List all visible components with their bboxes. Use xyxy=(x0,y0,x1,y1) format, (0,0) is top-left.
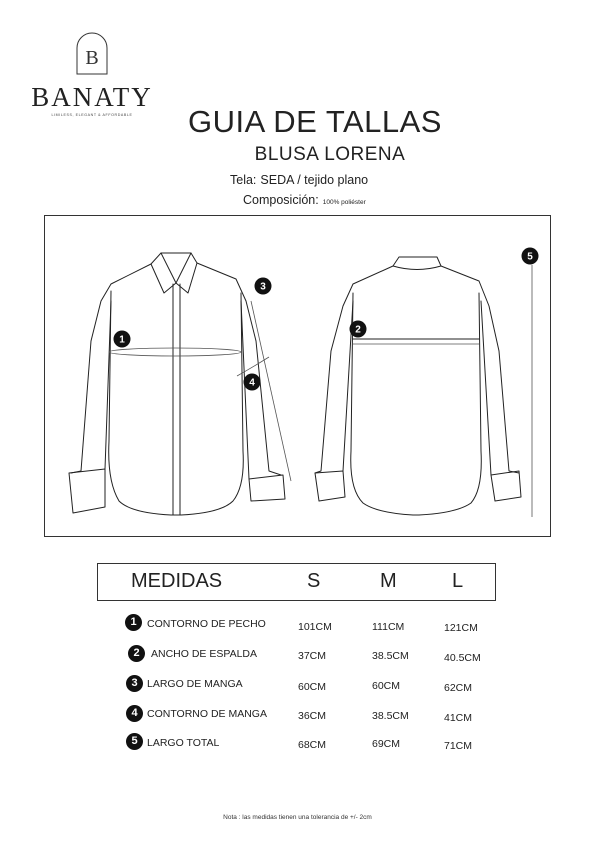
row-label: LARGO TOTAL xyxy=(147,737,220,749)
logo-monogram xyxy=(74,30,110,76)
logo-monogram-letter: B xyxy=(85,47,99,69)
size-l-heading: L xyxy=(452,570,464,592)
page-title: GUIA DE TALLAS xyxy=(188,104,442,139)
composition-label: Composición: xyxy=(243,193,319,207)
diagram-marker-2: 2 xyxy=(355,324,361,336)
row-number-badge: 5 xyxy=(126,733,143,750)
row-number-badge: 2 xyxy=(128,645,145,662)
table-row xyxy=(0,705,595,729)
table-row xyxy=(0,614,595,638)
sleeve-length-measure-line xyxy=(251,301,291,481)
row-value-m: 38.5CM xyxy=(372,710,409,722)
fabric-value: SEDA / tejido plano xyxy=(260,173,369,187)
row-number-badge: 1 xyxy=(125,614,142,631)
table-row xyxy=(0,733,595,757)
row-value-m: 38.5CM xyxy=(372,650,409,662)
row-label: LARGO DE MANGA xyxy=(147,678,243,690)
product-name: BLUSA LORENA xyxy=(254,144,406,165)
row-value-s: 37CM xyxy=(298,650,327,662)
diagram-marker-5: 5 xyxy=(527,251,533,263)
table-row xyxy=(0,675,595,699)
measures-heading: MEDIDAS xyxy=(131,570,223,592)
row-number-badge: 4 xyxy=(126,705,143,722)
row-number-badge: 3 xyxy=(126,675,143,692)
tolerance-note: Nota : las medidas tienen una tolerancia de +/- 2cm xyxy=(223,814,372,821)
row-value-l: 121CM xyxy=(444,622,478,634)
row-value-l: 62CM xyxy=(444,682,473,694)
fabric-label: Tela: xyxy=(230,173,257,187)
table-row xyxy=(0,645,595,669)
row-value-s: 36CM xyxy=(298,710,327,722)
row-label: CONTORNO DE MANGA xyxy=(147,708,267,720)
row-value-s: 60CM xyxy=(298,681,327,693)
diagram-marker-3: 3 xyxy=(260,281,266,293)
row-value-m: 111CM xyxy=(372,621,405,633)
garment-diagram xyxy=(44,215,551,537)
row-label: ANCHO DE ESPALDA xyxy=(151,648,257,660)
size-m-heading: M xyxy=(380,570,397,592)
composition-line xyxy=(243,193,370,207)
row-value-s: 68CM xyxy=(298,739,327,751)
brand-name: BANATY xyxy=(31,82,153,112)
shirt-illustrations xyxy=(45,216,552,538)
size-s-heading: S xyxy=(307,570,321,592)
back-shirt-drawing xyxy=(315,257,521,515)
row-value-m: 60CM xyxy=(372,680,401,692)
size-table-header xyxy=(97,563,496,601)
composition-value: 100% poliéster xyxy=(322,199,366,206)
row-value-s: 101CM xyxy=(298,621,332,633)
row-label: CONTORNO DE PECHO xyxy=(147,618,266,630)
diagram-marker-1: 1 xyxy=(119,334,125,346)
chest-measure-line xyxy=(109,348,241,356)
row-value-l: 41CM xyxy=(444,712,473,724)
brand-tagline: LIMILESS, ELEGANT & AFFORDABLE xyxy=(51,113,133,117)
diagram-marker-4: 4 xyxy=(249,377,255,389)
row-value-m: 69CM xyxy=(372,738,401,750)
row-value-l: 71CM xyxy=(444,740,473,752)
fabric-line xyxy=(230,173,372,187)
row-value-l: 40.5CM xyxy=(444,652,481,664)
